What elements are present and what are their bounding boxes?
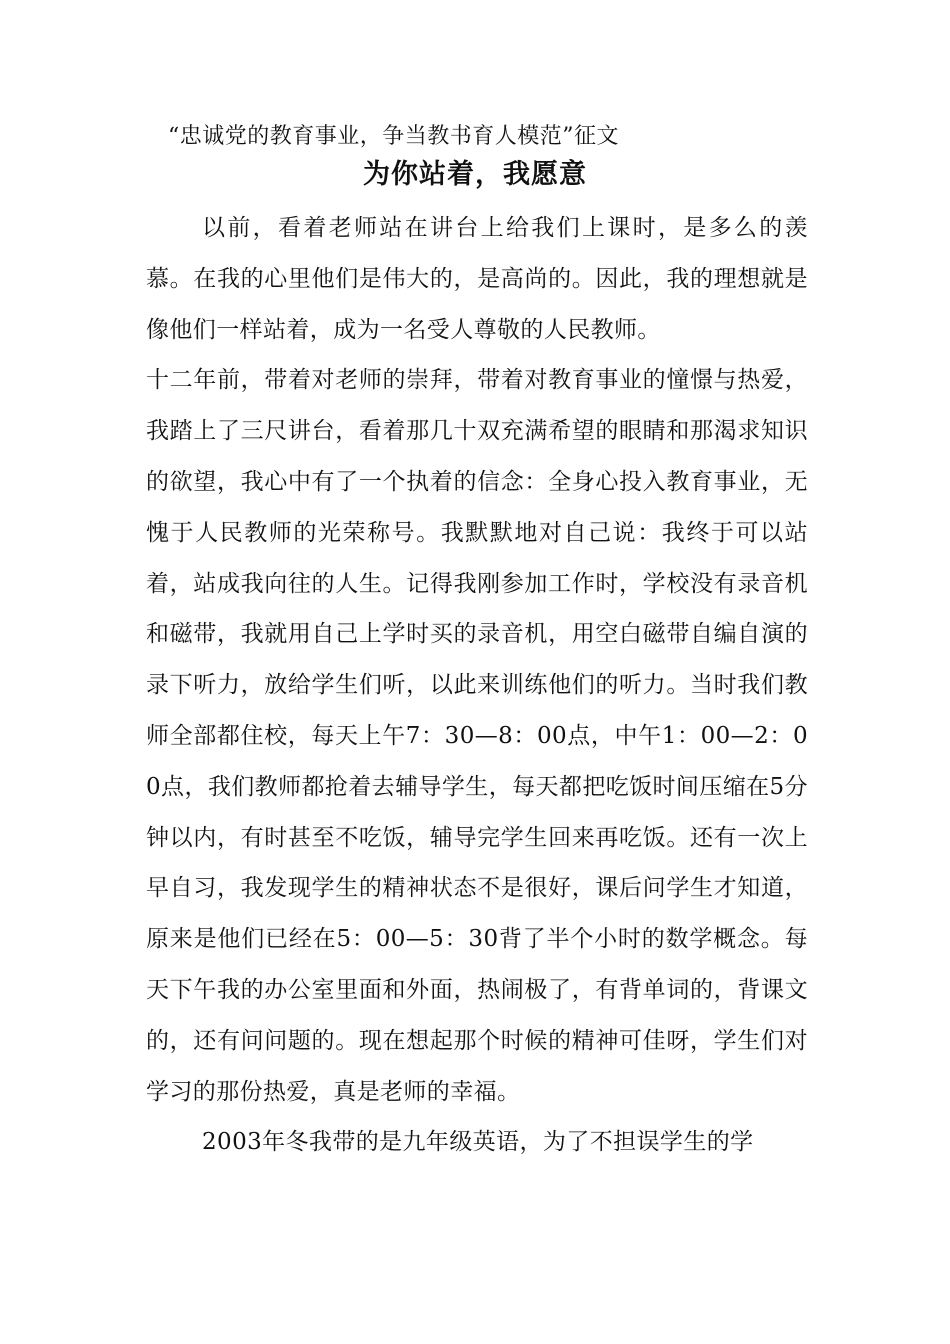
paragraph-3: 2003年冬我带的是九年级英语，为了不担误学生的学 (202, 1129, 754, 1156)
essay-title: 为你站着，我愿意 (363, 159, 587, 190)
paragraph-1: 以前，看着老师站在讲台上给我们上课时，是多么的羡慕。在我的心里他们是伟大的，是高尚的。因此，我的理想就是像他们一样站着，成为一名受人尊敬的人民教师。 (146, 215, 808, 343)
essay-subtitle: “忠诚党的教育事业，争当教书育人模范”征文 (168, 124, 619, 149)
paragraph-2: 十二年前，带着对老师的崇拜，带着对教育事业的憧憬与热爱，我踏上了三尺讲台，看着那几十双充满希望的眼睛和那渴求知识的欲望，我心中有了一个执着的信念：全身心投入教育事业，无愧于人民教师的光荣称号。我默默地对自己说：我终于可以站着，站成我向往的人生。记得我刚参加工作时，学校没有录音机和磁带，我就用自己上学时买的录音机，用空白磁带自编自演的录下听力，放给学生们听，以此来训练他们的听力。当时我们教师全部都住校，每天上午7：30—8：00点，中午1：00—2：00点，我们教师都抢着去辅导学生，每天都把吃饭时间压缩在5分钟以内，有时甚至不吃饭，辅导完学生回来再吃饭。还有一次上早自习，我发现学生的精神状态不是很好，课后问学生才知道，原来是他们已经在5：00—5：30背了半个小时的数学概念。每天下午我的办公室里面和外面，热闹极了，有背单词的，背课文的，还有问问题的。现在想起那个时候的精神可佳呀，学生们对学习的那份热爱，真是老师的幸福。 (146, 367, 808, 1105)
essay-body (146, 203, 808, 1168)
